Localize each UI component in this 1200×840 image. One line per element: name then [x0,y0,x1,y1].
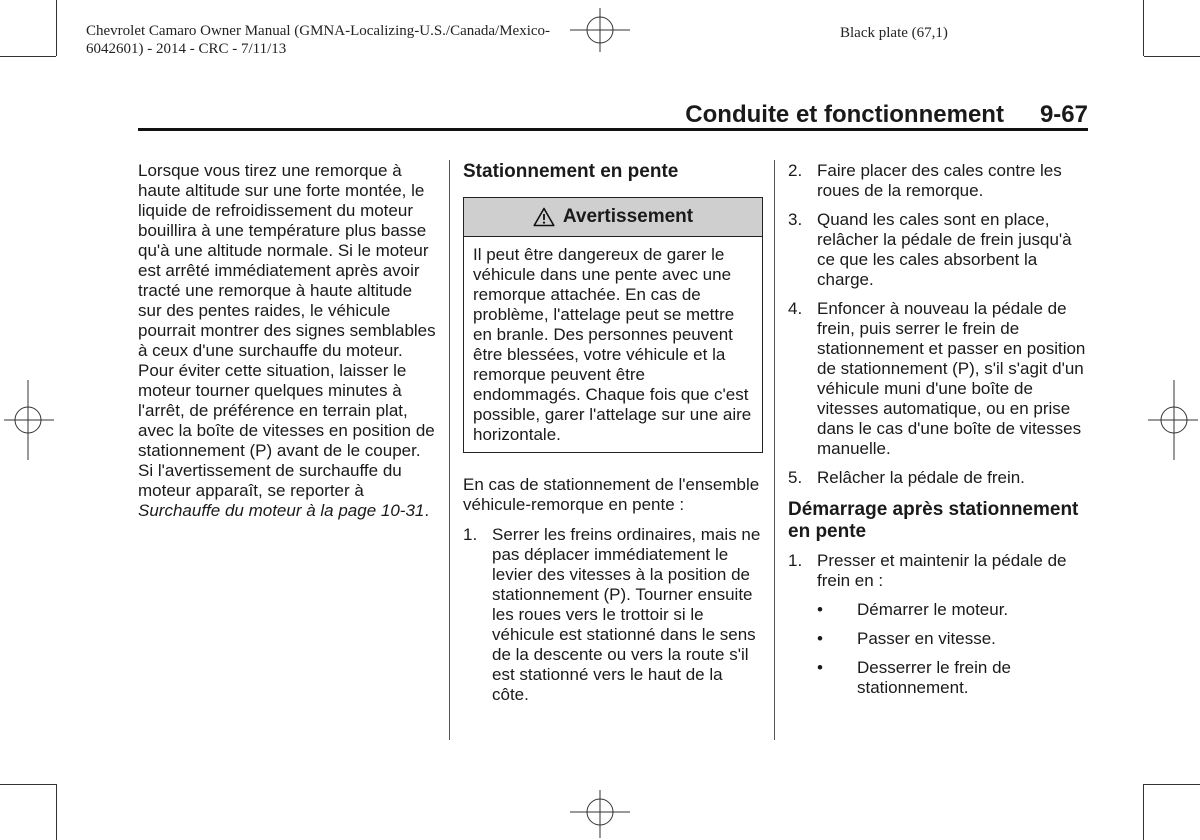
column-2 [463,161,763,705]
column-divider [774,160,775,740]
body-paragraph [138,161,438,521]
step-text: Relâcher la pédale de frein. [817,468,1025,487]
list-item [463,525,763,705]
steps-list [788,551,1088,591]
list-item [788,161,1088,201]
crop-mark [0,56,56,57]
meta-line-2: 6042601) - 2014 - CRC - 7/11/13 [86,41,287,57]
crop-mark [56,784,57,840]
meta-line-1: Chevrolet Camaro Owner Manual (GMNA-Localizing-U.S./Canada/Mexico- [86,23,551,39]
step-text: Enfoncer à nouveau la pédale de frein, puis serrer le frein de stationnement et passer en position de stationnement (P), s'il s'agit d'un véhicule muni d'une boîte de vitesses automatique, ou en prise dans le cas d'une boîte de vitesses manuelle. [817,299,1086,458]
step-number: 2. [788,161,803,180]
step-text: Faire placer des cales contre les roues de la remorque. [817,161,1062,200]
warning-box [463,197,763,453]
column-3 [788,161,1088,698]
crop-mark [1144,784,1200,785]
paragraph-text: Lorsque vous tirez une remorque à haute altitude sur une forte montée, le liquide de refroidissement du moteur bouillira à une température plus basse qu'à une altitude normale. Si le moteur est arrêté immédiatement après avoir tracté une remorque à haute altitude sur des pentes raides, le véhicule pourrait montrer des signes semblables à ceux d'une surchauffe du moteur. Pour éviter cette situation, laisser le moteur tourner quelques minutes à l'arrêt, de préférence en terrain plat, avec la boîte de vitesses en position de stationnement (P) avant de le couper. Si l'avertissement de surchauffe du moteur apparaît, se reporter à [138,161,436,500]
section-heading: Stationnement en pente [463,161,679,182]
bullet-item [788,658,1088,698]
bullet-icon: • [817,600,823,619]
warning-header [464,198,762,237]
warning-title: Avertissement [562,206,694,227]
bullet-icon: • [817,629,823,648]
bullet-icon: • [817,658,823,677]
step-number: 1. [463,525,478,544]
steps-list [463,525,763,705]
list-item [788,299,1088,459]
registration-mark-icon [4,380,54,460]
bullet-item [788,600,1088,620]
header-rule [138,128,1088,131]
crop-mark [0,784,56,785]
paragraph-end: . [424,501,430,520]
page-number: 9-67 [1039,101,1088,128]
intro-paragraph: En cas de stationnement de l'ensemble véhicule-remorque en pente : [463,475,760,514]
warning-body: Il peut être dangereux de garer le véhicule dans une pente avec une remorque attachée. En cas de problème, l'attelage peut se mettre en branle. Des personnes peuvent être blessées, votre véhicule et la remorque peuvent être endommagés. Chaque fois que c'est possible, garer l'attelage sur une aire horizontale. [473,245,752,444]
step-text: Presser et maintenir la pédale de frein en : [817,551,1067,590]
page-header [500,100,1088,130]
list-item [788,210,1088,290]
warning-triangle-icon [533,207,555,227]
crop-mark [1143,784,1144,840]
section-heading: Démarrage après stationnement en pente [788,499,1079,542]
crop-mark [1144,56,1200,57]
step-text: Serrer les freins ordinaires, mais ne pas déplacer immédiatement le levier des vitesses à la position de stationnement (P). Tourner ensuite les roues vers le trottoir si le véhicule est stationné dans le sens de la descente ou vers la route s'il est stationné vers le haut de la côte. [492,525,761,704]
step-number: 3. [788,210,803,229]
step-number: 5. [788,468,803,487]
list-item [788,468,1088,488]
crop-mark [1143,0,1144,56]
crop-mark [56,0,57,56]
bullet-item [788,629,1088,649]
cross-reference-link[interactable]: Surchauffe du moteur à la page 10-31 [138,501,425,520]
step-number: 1. [788,551,803,570]
step-number: 4. [788,299,803,318]
document-meta [86,22,626,58]
bullet-text: Démarrer le moteur. [857,600,1009,619]
registration-mark-icon [1148,380,1198,460]
section-title: Conduite et fonctionnement [685,101,1004,128]
bullet-text: Passer en vitesse. [857,629,996,648]
bullet-text: Desserrer le frein de stationnement. [857,658,1012,697]
steps-list [788,161,1088,488]
registration-mark-icon [570,790,630,838]
column-1 [138,161,438,521]
list-item [788,551,1088,591]
column-divider [449,160,450,740]
step-text: Quand les cales sont en place, relâcher la pédale de frein jusqu'à ce que les cales absorbent la charge. [817,210,1072,289]
bullet-list [788,600,1088,698]
plate-label: Black plate (67,1) [840,25,948,41]
